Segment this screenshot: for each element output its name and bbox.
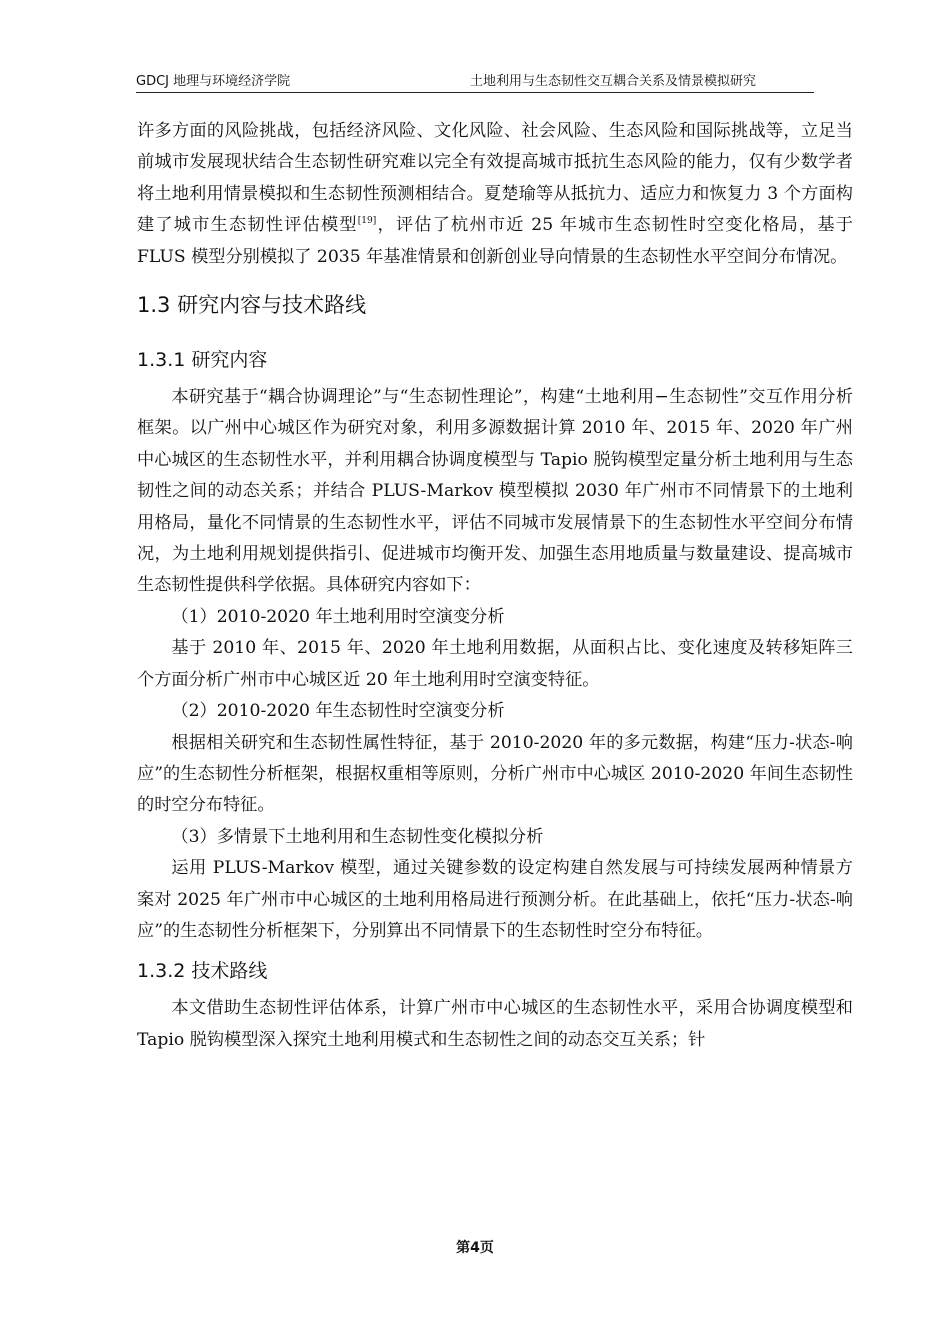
page-content [137, 116, 853, 1056]
item-2-text: 根据相关研究和生态韧性属性特征，基于 2010-2020 年的多元数据，构建“压力-状态-响应”的生态韧性分析框架，根据权重相等原则，分析广州市中心城区 2010-2020 年间生态韧性的时空分布特征。 [137, 732, 853, 816]
item-3-text: 运用 PLUS-Markov 模型，通过关键参数的设定构建自然发展与可持续发展两种情景方案对 2025 年广州市中心城区的土地利用格局进行预测分析。在此基础上，依托“压力-状态-响应”的生态韧性分析框架下，分别算出不同情景下的生态韧性时空分布特征。 [137, 858, 853, 941]
citation: [19] [357, 216, 377, 227]
item-1-text: 基于 2010 年、2015 年、2020 年土地利用数据，从面积占比、变化速度及转移矩阵三个方面分析广州市中心城区近 20 年土地利用时空演变特征。 [137, 638, 853, 690]
intro-text: 许多方面的风险挑战，包括经济风险、文化风险、社会风险、生态风险和国际挑战等，立足当前城市发展现状结合生态韧性研究难以完全有效提高城市抵抗生态风险的能力，仅有少数学者将土地利用情景模拟和生态韧性预测相结合。夏楚瑜等从抵抗力、适应力和恢复力 3 个方面构建了城市生态韧性评估模型 [137, 121, 853, 236]
header-school: GDCJ 地理与环境经济学院 [136, 74, 291, 89]
item-3-title: （3）多情景下土地利用和生态韧性变化模拟分析 [171, 826, 544, 847]
page-number: 第4页 [456, 1240, 494, 1256]
research-content-paragraph: 本研究基于“耦合协调理论”与“生态韧性理论”，构建“土地利用−生态韧性”交互作用分析框架。以广州中心城区作为研究对象，利用多源数据计算 2010 年、2015 年、2020 年广州中心城区的生态韧性水平，并利用耦合协调度模型与 Tapio 脱钩模型定量分析土地利用与生态韧性之间的动态关系；并结合 PLUS-Markov 模型模拟 2030 年广州市不同情景下的土地利用格局，量化不同情景的生态韧性水平，评估不同城市发展情景下的生态韧性水平空间分布情况，为土地利用规划提供指引、促进城市均衡开发、加强生态用地质量与数量建设、提高城市生态韧性提供科学依据。具体研究内容如下： [137, 387, 853, 596]
item-1-title: （1）2010-2020 年土地利用时空演变分析 [171, 606, 505, 627]
item-2-title: （2）2010-2020 年生态韧性时空演变分析 [171, 701, 505, 722]
page-header [136, 66, 814, 93]
intro-text-tail: ，评估了杭州市近 25 年城市生态韧性时空变化格局，基于 FLUS 模型分别模拟了 2035 年基准情景和创新创业导向情景的生态韧性水平空间分布情况。 [137, 215, 853, 267]
intro-paragraph [137, 116, 853, 273]
section-heading-1-3: 1.3 研究内容与技术路线 [137, 293, 367, 318]
tech-route-paragraph: 本文借助生态韧性评估体系，计算广州市中心城区的生态韧性水平，采用合协调度模型和 Tapio 脱钩模型深入探究土地利用模式和生态韧性之间的动态交互关系；针 [137, 998, 853, 1050]
header-thesis-title: 土地利用与生态韧性交互耦合关系及情景模拟研究 [469, 74, 756, 89]
subsection-heading-1-3-1: 1.3.1 研究内容 [137, 349, 268, 372]
subsection-heading-1-3-2: 1.3.2 技术路线 [137, 960, 268, 983]
